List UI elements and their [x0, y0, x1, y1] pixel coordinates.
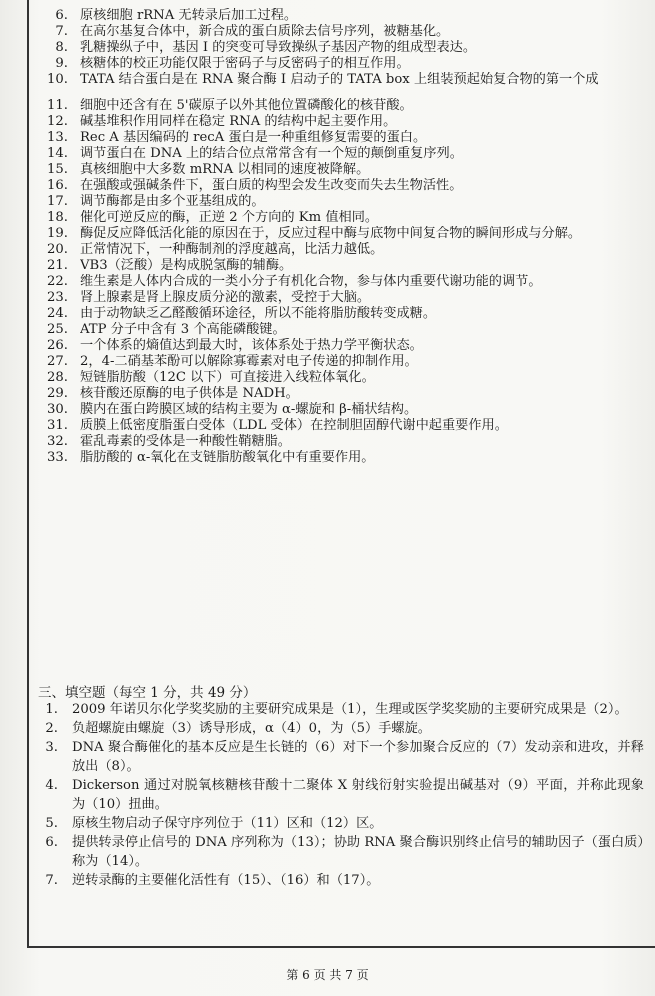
list-item: 5. 原核生物启动子保守序列位于（11）区和（12）区。: [45, 816, 383, 831]
list-item: 29. 核苷酸还原酶的电子供体是 NADH。: [47, 386, 299, 401]
list-item: 17. 调节酶都是由多个亚基组成的。: [47, 194, 265, 209]
list-item: 7. 逆转录酶的主要催化活性有（15）、（16）和（17）。: [45, 873, 380, 888]
list-item: 31. 质膜上低密度脂蛋白受体（LDL 受体）在控制胆固醇代谢中起重要作用。: [47, 418, 508, 433]
list-item: 25. ATP 分子中含有 3 个高能磷酸键。: [47, 322, 286, 337]
fill-in-blank-list: [30, 700, 650, 890]
list-item: 14. 调节蛋白在 DNA 上的结合位点常常含有一个短的颠倒重复序列。: [47, 146, 463, 161]
list-item: 20. 正常情况下，一种酶制剂的浮度越高，比活力越低。: [47, 242, 384, 257]
list-item: 2. 负超螺旋由螺旋（3）诱导形成，α（4）0，为（5）手螺旋。: [45, 721, 431, 736]
list-item: 21. VB3（泛酸）是构成脱氢酶的辅酶。: [47, 258, 293, 273]
list-item: 23. 肾上腺素是肾上腺皮质分泌的激素，受控于大脑。: [47, 290, 371, 305]
list-item: 22. 维生素是人体内合成的一类小分子有机化合物，参与体内重要代谢功能的调节。: [47, 274, 542, 289]
list-item: 18. 催化可逆反应的酶，正逆 2 个方向的 Km 值相同。: [47, 210, 379, 225]
list-item: 11. 细胞中还含有在 5'碳原子以外其他位置磷酸化的核苷酸。: [47, 98, 413, 113]
list-item: 26. 一个体系的熵值达到最大时，该体系处于热力学平衡状态。: [47, 338, 423, 353]
list-item: 1. 2009 年诺贝尔化学奖奖励的主要研究成果是（1），生理或医学奖奖励的主要研究成果是（2）。: [45, 702, 628, 717]
list-item: 30. 膜内在蛋白跨膜区域的结构主要为 α-螺旋和 β-桶状结构。: [47, 402, 418, 417]
list-item: 6. 提供转录停止信号的 DNA 序列称为（13）；协助 RNA 聚合酶识别终止信号的辅助因子（蛋白质）称为（14）。: [45, 835, 644, 869]
section-title: 三、填空题（每空 1 分，共 49 分）: [38, 685, 257, 701]
list-item: 8. 乳糖操纵子中，基因 I 的突变可导致操纵子基因产物的组成型表达。: [55, 40, 477, 55]
list-item: 24. 由于动物缺乏乙醛酸循环途径，所以不能将脂肪酸转变成糖。: [47, 306, 437, 321]
list-item: 3. DNA 聚合酶催化的基本反应是生长链的（6）对下一个参加聚合反应的（7）发动亲和进攻，并释放出（8）。: [45, 740, 644, 774]
list-item: 19. 酶促反应降低活化能的原因在于，反应过程中酶与底物中间复合物的瞬间形成与分解。: [47, 226, 582, 241]
list-item: 28. 短链脂肪酸（12C 以下）可直接进入线粒体氧化。: [47, 370, 375, 385]
page-footer: 第 6 页 共 7 页: [286, 968, 369, 982]
list-item: 27. 2，4-二硝基苯酚可以解除寡霉素对电子传递的抑制作用。: [47, 354, 418, 369]
list-item: 6. 原核细胞 rRNA 无转录后加工过程。: [55, 8, 298, 23]
list-item: 15. 真核细胞中大多数 mRNA 以相同的速度被降解。: [47, 162, 370, 177]
list-item: 12. 碱基堆积作用同样在稳定 RNA 的结构中起主要作用。: [47, 114, 397, 129]
page-border-bottom: [27, 946, 655, 948]
list-item: 10. TATA 结合蛋白是在 RNA 聚合酶 I 启动子的 TATA box 上组装预起始复合物的第一个成: [47, 72, 599, 87]
line-gap: [30, 88, 652, 98]
list-item: 16. 在强酸或强碱条件下，蛋白质的构型会发生改变而失去生物活性。: [47, 178, 463, 193]
list-item: 13. Rec A 基因编码的 recA 蛋白是一种重组修复需要的蛋白。: [47, 130, 427, 145]
list-item: 7. 在高尔基复合体中，新合成的蛋白质除去信号序列，被糖基化。: [55, 24, 450, 39]
list-item: 33. 脂肪酸的 α-氧化在支链脂肪酸氧化中有重要作用。: [47, 450, 375, 465]
page-border-left: [27, 0, 29, 948]
true-false-list: [30, 8, 652, 466]
list-item: 9. 核糖体的校正功能仅限于密码子与反密码子的相互作用。: [55, 56, 410, 71]
list-item: 32. 霍乱毒素的受体是一种酸性鞘糖脂。: [47, 434, 291, 449]
list-item: 4. Dickerson 通过对脱氧核糖核苷酸十二聚体 X 射线衍射实验提出碱基对（9）平面，并称此现象为（10）扭曲。: [45, 778, 644, 812]
